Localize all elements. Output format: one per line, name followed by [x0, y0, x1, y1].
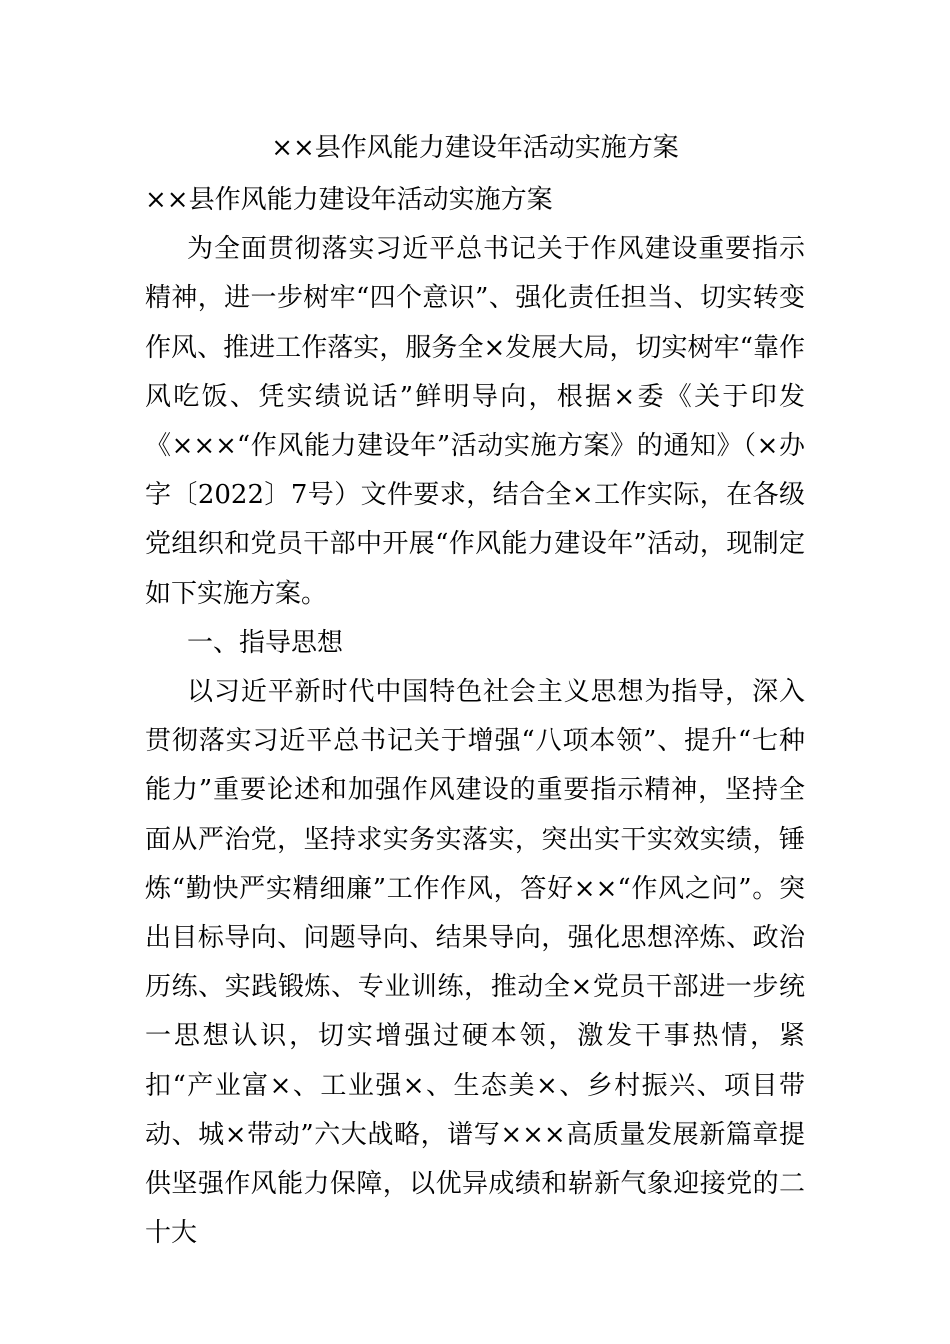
- document-title: ××县作风能力建设年活动实施方案: [271, 133, 679, 163]
- intro-paragraph: 为全面贯彻落实习近平总书记关于作风建设重要指示精神，进一步树牢“四个意识”、强化责任担当、切实转变作风、推进工作落实，服务全×发展大局，切实树牢“靠作风吃饭、凭实绩说话”鲜明导向，根据×委《关于印发《×××“作风能力建设年”活动实施方案》的通知》（×办字〔2022〕7号）文件要求，结合全×工作实际，在各级党组织和党员干部中开展“作风能力建设年”活动，现制定如下实施方案。: [145, 234, 805, 609]
- document-subtitle: ××县作风能力建设年活动实施方案: [145, 185, 553, 215]
- section-paragraph-guiding-ideology: 以习近平新时代中国特色社会主义思想为指导，深入贯彻落实习近平总书记关于增强“八项本领”、提升“七种能力”重要论述和加强作风建设的重要指示精神，坚持全面从严治党，坚持求实务实落实，突出实干实效实绩，锤炼“勤快严实精细廉”工作作风，答好××“作风之问”。突出目标导向、问题导向、结果导向，强化思想淬炼、政治历练、实践锻炼、专业训练，推动全×党员干部进一步统一思想认识，切实增强过硬本领，激发干事热情，紧扣“产业富×、工业强×、生态美×、乡村振兴、项目带动、城×带动”六大战略，谱写×××高质量发展新篇章提供坚强作风能力保障，以优异成绩和崭新气象迎接党的二十大: [145, 677, 805, 1249]
- document-body: [145, 176, 805, 1258]
- section-heading-guiding-ideology: 一、指导思想: [187, 627, 344, 658]
